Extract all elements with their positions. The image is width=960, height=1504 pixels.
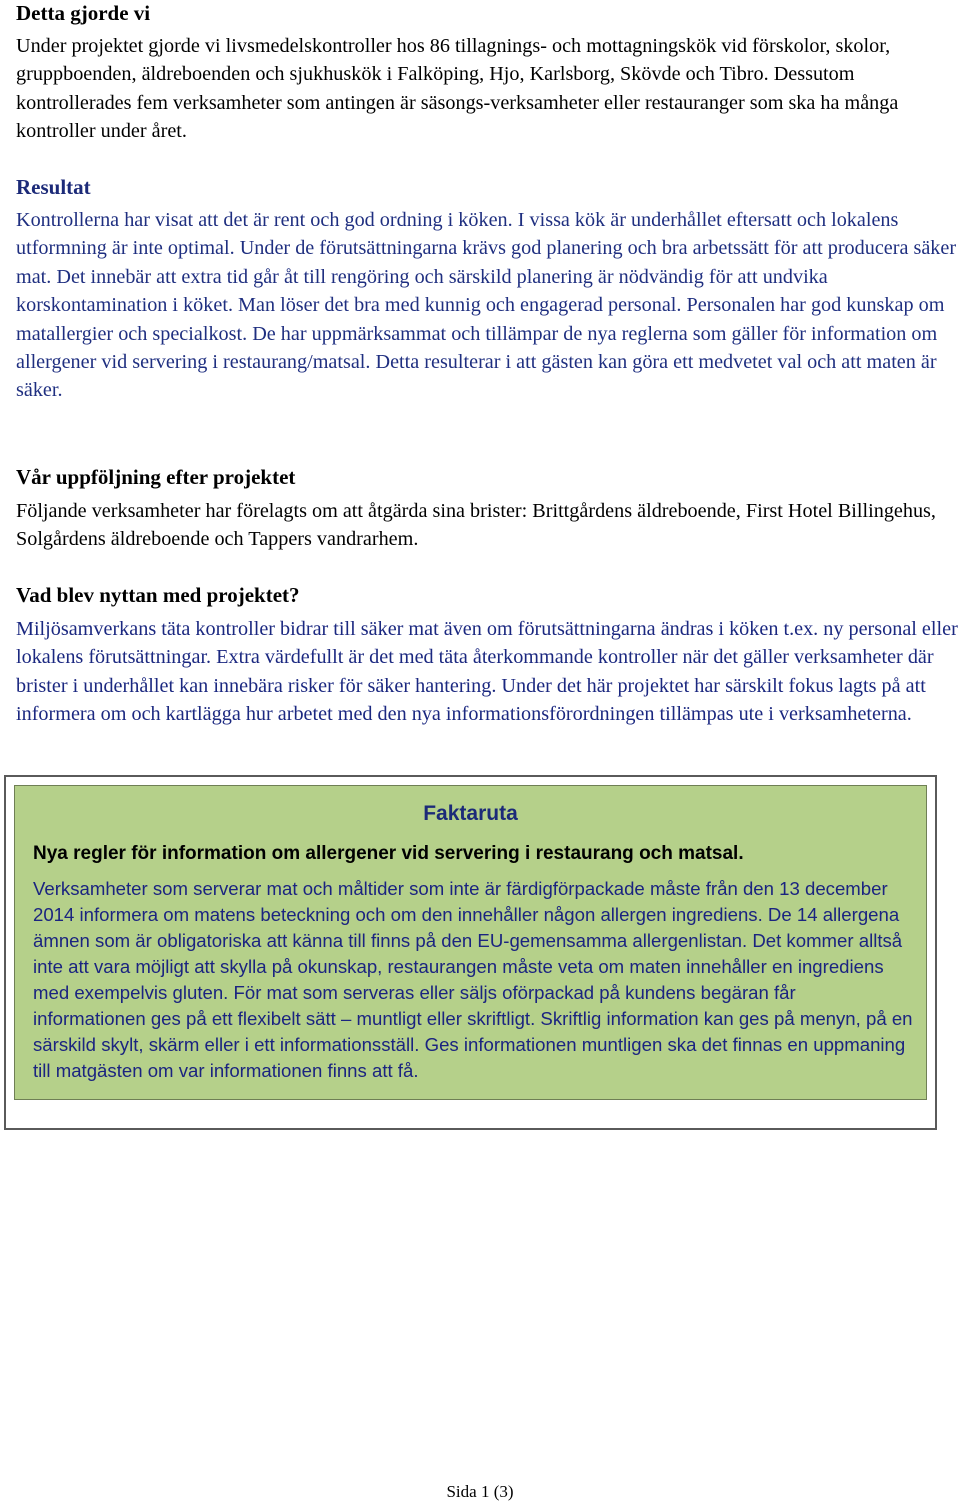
faktaruta-panel: [14, 785, 927, 1100]
faktaruta-box: [4, 775, 937, 1130]
paragraph-var-uppfoljning: Följande verksamheter har förelagts om att åtgärda sina brister: Brittgårdens äldreboende, First Hotel Billingehus, Solgårdens äldreboende och Tappers vandrarhem.: [16, 500, 936, 551]
page-number: Sida 1 (3): [446, 1482, 514, 1501]
heading-detta-gjorde-vi: Detta gjorde vi: [16, 1, 151, 25]
paragraph-resultat: Kontrollerna har visat att det är rent och god ordning i köken. I vissa kök är underhållet eftersatt och lokalens utformning är inte optimal. Under de förutsättningarna krävs god planering och bra arbetssätt för att producera säker mat. Det innebär att extra tid går åt till rengöring och särskild planering är nödvändig för att undvika korskontamination i köket. Man löser det bra med kunnig och engagerad personal. Personalen har god kunskap om matallergier och specialkost. De har uppmärksammat och tillämpar de nya reglerna som gäller för information om allergener vid servering i restaurang/matsal. Detta resulterar i att gästen kan göra ett medvetet val och att maten är säker.: [16, 209, 957, 402]
heading-var-uppfoljning: Vår uppföljning efter projektet: [16, 465, 296, 489]
faktaruta-subtitle: Nya regler för information om allergener vid servering i restaurang och matsal.: [33, 843, 744, 864]
paragraph-detta-gjorde-vi: Under projektet gjorde vi livsmedelskontroller hos 86 tillagnings- och mottagningskök vid förskolor, skolor, gruppboenden, äldreboenden och sjukhuskök i Falköping, Hjo, Karlsborg, Skövde och Tibro. Dessutom kontrollerades fem verksamheter som antingen är säsongs-verksamheter eller restauranger som ska ha många kontroller under året.: [16, 35, 899, 143]
faktaruta-body: Verksamheter som serverar mat och måltider som inte är färdigförpackade måste från den 13 december 2014 informera om matens beteckning och om den innehåller någon allergen ingrediens. De 14 allergena ämnen som är obligatoriska att känna till finns på den EU-gemensamma allergenlistan. Det kommer alltså inte att vara möjligt att skylla på okunskap, restaurangen måste veta om maten innehåller en ingrediens med exempelvis gluten. För mat som serveras eller säljs oförpackad på kundens begäran får informationen ges på ett flexibelt sätt – muntligt eller skriftligt. Skriftlig information kan ges på menyn, på en särskild skylt, skärm eller i ett informationsställ. Ges informationen muntligen ska det finnas en uppmaning till matgästen om var informationen finns att få.: [33, 878, 913, 1081]
faktaruta-title: Faktaruta: [423, 802, 518, 825]
paragraph-vad-blev-nyttan: Miljösamverkans täta kontroller bidrar till säker mat även om förutsättningarna ändras i köken t.ex. ny personal eller lokalens förutsättningar. Extra värdefullt är det med täta återkommande kontroller när det gäller verksamheter där brister i underhållet kan innebära risker för säker hantering. Under det här projektet har särskilt fokus lagts på att informera om och kartlägga hur arbetet med den nya informationsförordningen tillämpas ute i verksamheterna.: [16, 618, 958, 726]
heading-resultat: Resultat: [16, 175, 91, 199]
heading-vad-blev-nyttan: Vad blev nyttan med projektet?: [16, 583, 300, 607]
